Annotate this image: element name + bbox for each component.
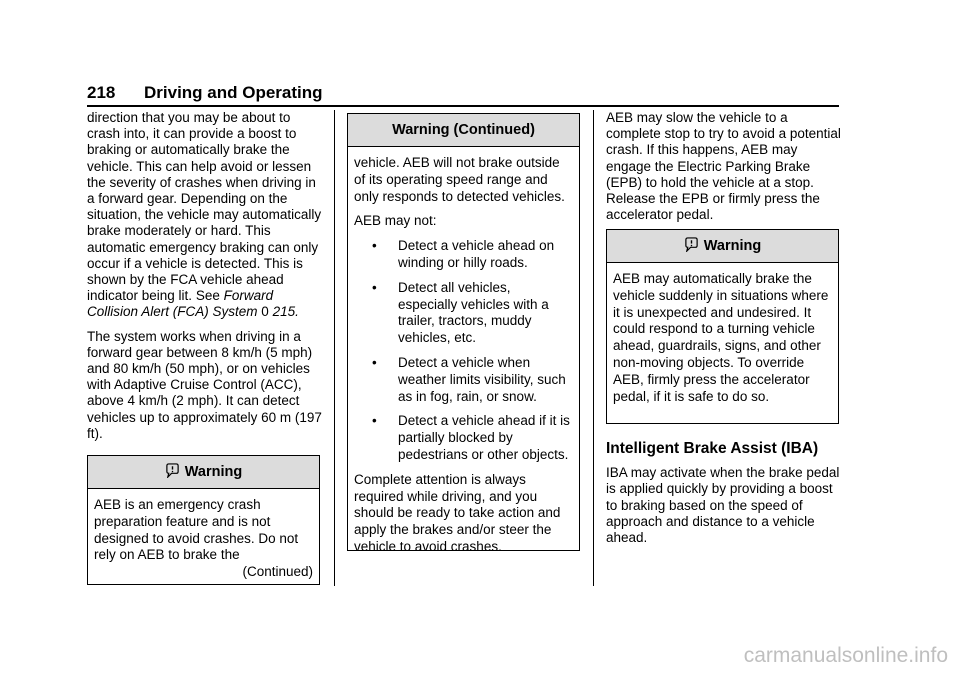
warning-box (87, 455, 320, 585)
page-number: 218 (87, 83, 116, 102)
bullet-icon: • (372, 413, 377, 429)
list-item-text: Detect a vehicle ahead on winding or hilly roads. (398, 238, 555, 270)
cross-reference-link[interactable]: Forward Collision Alert (FCA) System (87, 288, 274, 320)
subsection-heading: Intelligent Brake Assist (IBA) (606, 440, 819, 457)
section-title: Driving and Operating (144, 83, 323, 102)
bullet-icon: • (372, 279, 377, 295)
column-3-lower (606, 441, 841, 554)
warning-title: Warning (184, 464, 243, 480)
warning-box-continued (347, 113, 580, 554)
warning-text: AEB is an emergency crash preparation feature and is not designed to avoid crashes. Do not rely on AEB to brake the (94, 497, 299, 563)
list-item-text: Detect a vehicle ahead if it is partially blocked by pedestrians or other objects. (398, 413, 570, 462)
list-item-text: Detect a vehicle when weather limits visibility, such as in fog, rain, or snow. (398, 354, 566, 404)
paragraph: AEB may slow the vehicle to a complete stop to try to avoid a potential crash. If this happens, AEB may engage the Electric Parking Brake (EPB) to hold the vehicle at a stop. Release the EPB or firmly press the accelerator pedal. (606, 110, 841, 223)
warning-text: AEB may not: (354, 213, 437, 229)
paragraph-text: direction that you may be about to crash into, it can provide a boost to braking or automatically brake the vehicle. This can help avoid or lessen the severity of crashes when driving in a forward gear. Depending on the situation, the vehicle may automatically brake moderately or hard. This automatic emergency braking can only occur if a vehicle is detected. This is shown by the FCA vehicle ahead indicator being lit. (87, 110, 322, 304)
paragraph: The system works when driving in a forward gear between 8 km/h (5 mph) and 80 km/h (50 mph), or on vehicles with Adaptive Cruise Control (ACC), above 4 km/h (2 mph). It can detect vehicles up to approximately 60 m (197 ft). (87, 328, 322, 441)
warning-body (348, 147, 579, 568)
column-1 (87, 110, 322, 450)
bullet-icon: • (372, 238, 377, 254)
page-header (87, 83, 839, 107)
bullet-list (354, 238, 573, 464)
warning-title: Warning (Continued) (392, 122, 535, 138)
watermark: carmanualsonline.info (743, 644, 948, 667)
column-divider (334, 110, 335, 586)
warning-header (88, 456, 319, 489)
list-item (354, 413, 573, 463)
list-item (354, 355, 573, 405)
column-divider (593, 110, 594, 586)
continued-label: (Continued) (242, 564, 313, 580)
paragraph (87, 110, 322, 321)
warning-text: AEB may automatically brake the vehicle suddenly in situations where it is unexpected and undesired. It could respond to a turning vehicle ahead, guardrails, signs, and other non-moving objects. To override AEB, firmly press the accelerator pedal, if it is safe to do so. (613, 271, 829, 404)
warning-box (606, 229, 839, 424)
paragraph: IBA may activate when the brake pedal is applied quickly by providing a boost to braking based on the speed of approach and distance to a vehicle ahead. (606, 465, 840, 546)
warning-title: Warning (703, 238, 762, 254)
warning-text: vehicle. AEB will not brake outside of its operating speed range and only responds to detected vehicles. (354, 155, 565, 204)
bullet-icon: • (372, 354, 377, 370)
page-ref-arrow-icon: 0 (261, 304, 269, 320)
warning-header (607, 230, 838, 263)
warning-body (88, 489, 319, 585)
warning-body (607, 263, 838, 409)
header-rule (87, 105, 839, 107)
list-item (354, 280, 573, 347)
warning-header (348, 114, 579, 147)
list-item (354, 238, 573, 272)
warning-icon (684, 237, 699, 252)
warning-icon (165, 463, 180, 478)
page-reference[interactable]: 215. (272, 304, 299, 320)
list-item-text: Detect all vehicles, especially vehicles with a trailer, tractors, muddy vehicles, etc. (398, 279, 549, 346)
column-3 (606, 110, 841, 231)
see-label: See (195, 288, 220, 304)
warning-text: Complete attention is always required while driving, and you should be ready to take action and apply the brakes and/or steer the vehicle to avoid crashes. (354, 471, 561, 554)
